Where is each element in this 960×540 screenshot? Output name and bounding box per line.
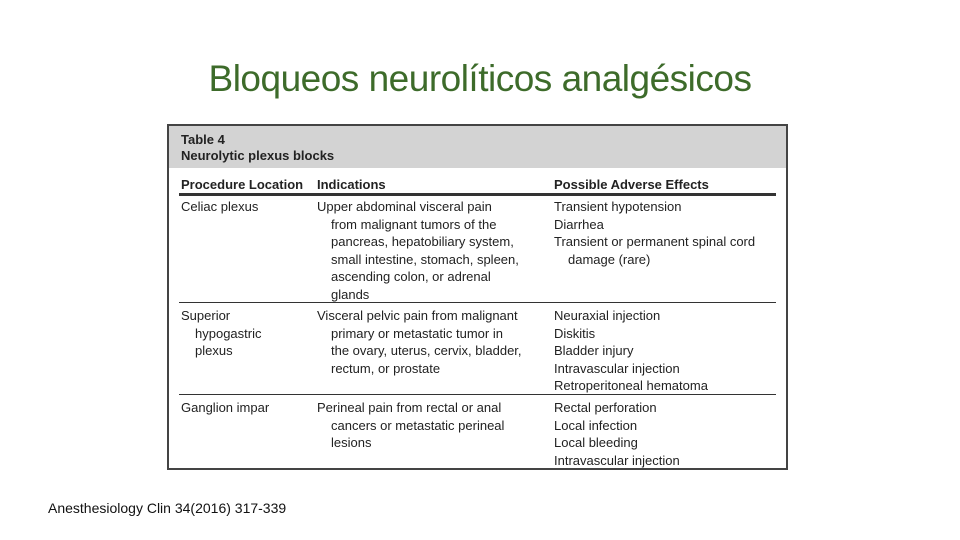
cell-line: damage (rare) xyxy=(568,251,651,267)
cell-location xyxy=(181,198,258,216)
cell-line: glands xyxy=(331,286,370,302)
header-adverse-effects: Possible Adverse Effects xyxy=(554,177,709,192)
cell-line: cancers or metastatic perineal xyxy=(331,417,505,433)
cell-line: Transient or permanent spinal cord xyxy=(554,234,756,249)
cell-line: Intravascular injection xyxy=(554,452,680,468)
cell-line: Rectal perforation xyxy=(554,400,657,415)
cell-line: Upper abdominal visceral pain xyxy=(317,199,492,214)
cell-adverse xyxy=(554,198,755,268)
cell-location xyxy=(181,307,261,360)
table-caption-block xyxy=(169,126,786,168)
cell-line: ascending colon, or adrenal xyxy=(331,269,491,284)
cell-line: the ovary, uterus, cervix, bladder, xyxy=(331,343,522,358)
cell-line: primary or metastatic tumor in xyxy=(331,325,503,341)
cell-line: Local infection xyxy=(554,417,638,433)
cell-line: Retroperitoneal hematoma xyxy=(554,378,708,393)
cell-line: from malignant tumors of the xyxy=(331,216,497,232)
cell-indications xyxy=(317,198,519,303)
cell-line: Transient hypotension xyxy=(554,199,682,214)
cell-line: Diskitis xyxy=(554,325,596,341)
cell-adverse xyxy=(554,399,680,469)
header-procedure-location: Procedure Location xyxy=(181,177,304,192)
cell-line: Bladder injury xyxy=(554,343,634,358)
header-indications: Indications xyxy=(317,177,386,192)
cell-line: Visceral pelvic pain from malignant xyxy=(317,308,518,323)
cell-line: Neuraxial injection xyxy=(554,308,661,323)
table-header-row xyxy=(179,176,776,194)
cell-line: Celiac plexus xyxy=(181,199,259,214)
cell-line: Superior xyxy=(181,308,231,323)
slide-title: Bloqueos neurolíticos analgésicos xyxy=(208,58,752,99)
header-rule xyxy=(179,193,776,196)
cell-line: Local bleeding xyxy=(554,435,638,450)
cell-location xyxy=(181,399,269,417)
table-caption: Neurolytic plexus blocks xyxy=(181,148,335,163)
row-divider xyxy=(179,302,776,303)
cell-line: Intravascular injection xyxy=(554,360,680,376)
table-number: Table 4 xyxy=(181,132,225,147)
cell-line: plexus xyxy=(195,343,233,358)
table-figure xyxy=(167,124,788,470)
cell-line: small intestine, stomach, spleen, xyxy=(331,251,519,267)
cell-line: lesions xyxy=(331,435,372,450)
cell-line: rectum, or prostate xyxy=(331,360,441,376)
cell-line: hypogastric xyxy=(195,325,262,341)
cell-line: Diarrhea xyxy=(554,216,604,232)
cell-line: Perineal pain from rectal or anal xyxy=(317,400,502,415)
cell-line: pancreas, hepatobiliary system, xyxy=(331,234,514,249)
cell-adverse xyxy=(554,307,708,395)
row-divider xyxy=(179,394,776,395)
cell-indications xyxy=(317,307,522,377)
cell-indications xyxy=(317,399,504,452)
cell-line: Ganglion impar xyxy=(181,400,270,415)
citation: Anesthesiology Clin 34(2016) 317-339 xyxy=(48,500,287,516)
